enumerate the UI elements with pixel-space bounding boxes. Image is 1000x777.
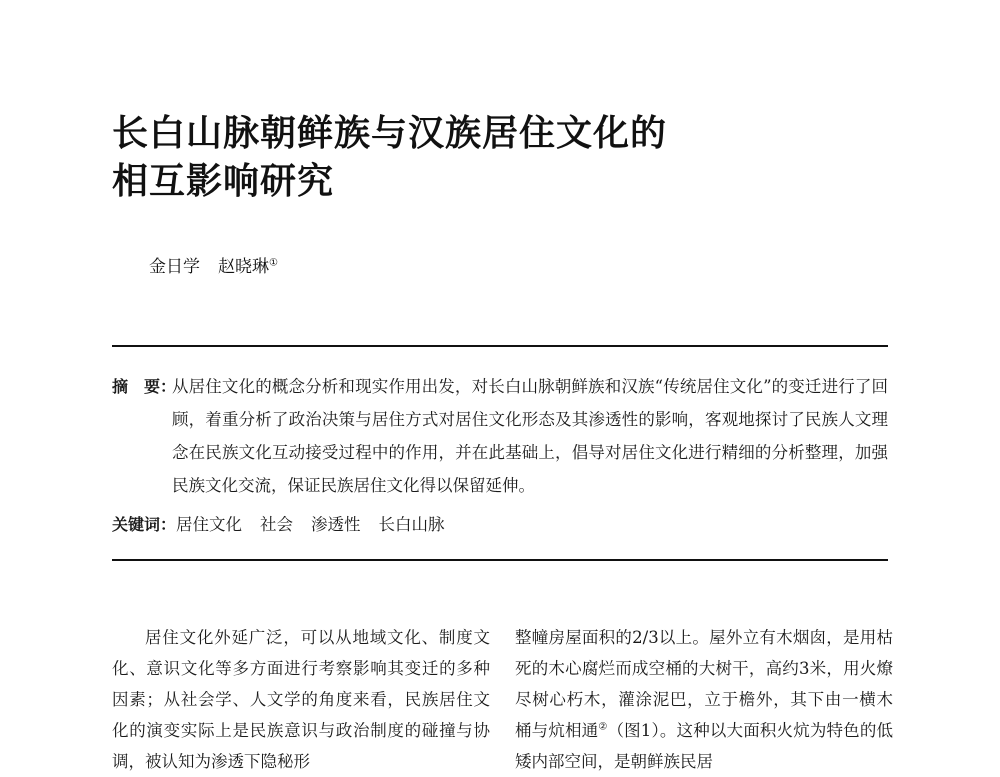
body-text: （图1）。这种以大面积火炕为特色的低矮内部空间，是朝鲜族民居 — [515, 721, 894, 771]
abstract-section — [112, 370, 888, 502]
article-title-line-2: 相互影响研究 — [112, 161, 335, 202]
author-footnote-mark: ① — [269, 257, 278, 269]
keyword: 社会 — [260, 515, 294, 534]
body-paragraph: 居住文化外延广泛，可以从地域文化、制度文化、意识文化等多方面进行考察影响其变迁的多种因素；从社会学、人文学的角度来看，民族居住文化的演变实际上是民族意识与政治制度的碰撞与协调，被认知为渗透下隐秘形 — [112, 628, 490, 771]
abstract-bottom-rule — [112, 559, 888, 561]
abstract-label: 摘 要： — [112, 377, 177, 396]
body-column-right — [515, 622, 893, 777]
keyword: 长白山脉 — [378, 515, 445, 534]
article-title — [112, 110, 667, 206]
author-list — [149, 256, 278, 278]
body-column-left — [112, 622, 490, 777]
keyword: 居住文化 — [176, 515, 243, 534]
body-text: 整幢房屋面积的2/3以上。屋外立有木烟囱，是用枯死的木心腐烂而成空桶的大树干，高约3米，用火燎尽树心朽木，灌涂泥巴，立于檐外，其下由一横木桶与炕相通 — [515, 628, 893, 740]
footnote-mark: ② — [598, 721, 608, 733]
abstract-text: 从居住文化的概念分析和现实作用出发，对长白山脉朝鲜族和汉族“传统居住文化”的变迁进行了回顾，着重分析了政治决策与居住方式对居住文化形态及其渗透性的影响，客观地探讨了民族人文理念在民族文化互动接受过程中的作用，并在此基础上，倡导对居住文化进行精细的分析整理，加强民族文化交流，保证民族居住文化得以保留延伸。 — [172, 377, 888, 495]
author-name: 金日学 — [149, 257, 200, 277]
keywords-label: 关键词： — [112, 515, 177, 534]
author-name: 赵晓琳 — [218, 257, 269, 277]
keyword: 渗透性 — [311, 515, 361, 534]
article-title-line-1: 长白山脉朝鲜族与汉族居住文化的 — [112, 113, 668, 154]
body-paragraph — [515, 622, 893, 777]
abstract-top-rule — [112, 345, 888, 347]
keywords-section — [112, 508, 888, 541]
